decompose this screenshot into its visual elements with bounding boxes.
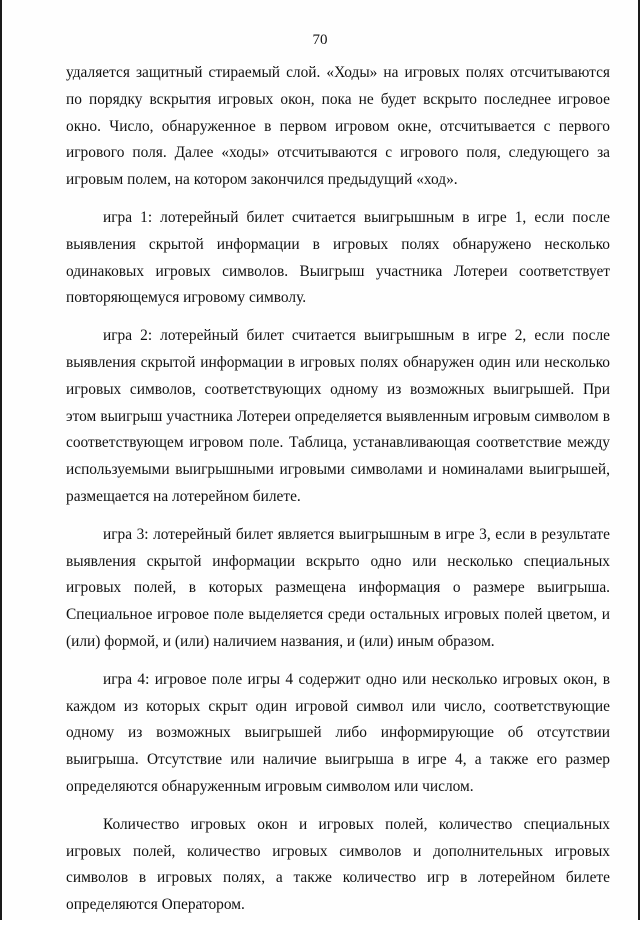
page-number: 70 [312, 32, 328, 48]
paragraph-game-2: игра 2: лотерейный билет считается выигрышным в игре 2, если после выявления скрытой информации в игровых полях обнаружен один или несколько игровых символов, соответствующих одному из возможных выигрышей. При этом выигрыш участника Лотереи определяется выявленным игровым символом в соответствующем игровом поле. Таблица, устанавливающая соответствие между используемыми выигрышными игровыми символами и номиналами выигрышей, размещается на лотерейном билете. [66, 327, 610, 505]
document-body [66, 60, 610, 930]
paragraph-quantities: Количество игровых окон и игровых полей, количество специальных игровых полей, количество игровых символов и дополнительных игровых символов в игровых полях, а также количество игр в лотерейном билете определяются Оператором. [66, 815, 610, 914]
paragraph-game-1: игра 1: лотерейный билет считается выигрышным в игре 1, если после выявления скрытой информации в игровых полях обнаружено несколько одинаковых игровых символов. Выигрыш участника Лотереи соответствует повторяющемуся игровому символу. [66, 208, 610, 307]
paragraph-game-3: игра 3: лотерейный билет является выигрышным в игре 3, если в результате выявления скрытой информации вскрыто одно или несколько специальных игровых полей, в которых размещена информация о размере выигрыша. Специальное игровое поле выделяется среди остальных игровых полей цветом, и (или) формой, и (или) наличием названия, и (или) иным образом. [66, 525, 610, 650]
paragraph-game-4: игра 4: игровое поле игры 4 содержит одно или несколько игровых окон, в каждом из которых скрыт один игровой символ или число, соответствующие одному из возможных выигрышей либо информирующие об отсутствии выигрыша. Отсутствие или наличие выигрыша в игре 4, а также его размер определяются обнаруженным игровым символом или числом. [66, 670, 610, 795]
scan-edge-left [0, 0, 2, 920]
paragraph-continuation: удаляется защитный стираемый слой. «Ходы» на игровых полях отсчитываются по порядку вскрытия игровых окон, пока не будет вскрыто последнее игровое окно. Число, обнаруженное в первом игровом окне, отсчитывается с первого игрового поля. Далее «ходы» отсчитываются с игрового поля, следующего за игровым полем, на котором закончился предыдущий «ход». [66, 64, 610, 189]
